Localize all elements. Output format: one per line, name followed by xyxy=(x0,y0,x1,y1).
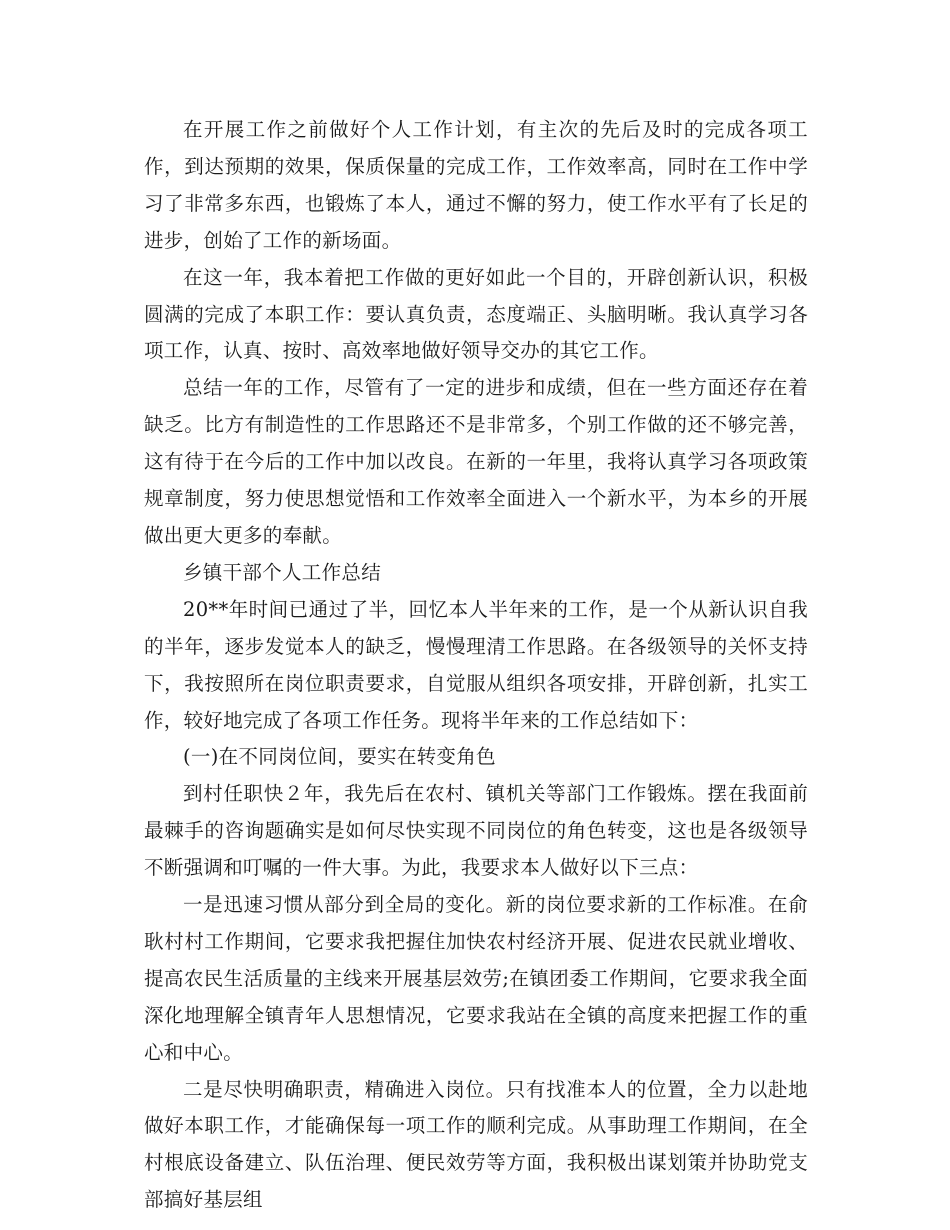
paragraph-summary-shortcomings: 总结一年的工作，尽管有了一定的进步和成绩，但在一些方面还存在着缺乏。比方有制造性的工作思路还不是非常多，个别工作做的还不够完善，这有待于在今后的工作中加以改良。在新的一年里，我将认真学习各项政策规章制度，努力使思想觉悟和工作效率全面进入一个新水平，为本乡的开展做出更大更多的奉献。 xyxy=(144,376,808,547)
document-body xyxy=(144,112,808,1219)
paragraph-point-one: 一是迅速习惯从部分到全局的变化。新的岗位要求新的工作标准。在俞耿村村工作期间，它要求我把握住加快农村经济开展、促进农民就业增收、提高农民生活质量的主线来开展基层效劳;在镇团委工作期间，它要求我全面深化地理解全镇青年人思想情况，它要求我站在全镇的高度来把握工作的重心和中心。 xyxy=(144,893,808,1064)
section-heading: 乡镇干部个人工作总结 xyxy=(183,560,382,584)
subheading-role-change: (一)在不同岗位间，要实在转变角色 xyxy=(183,745,496,769)
paragraph-this-year: 在这一年，我本着把工作做的更好如此一个目的，开辟创新认识，积极圆满的完成了本职工作：要认真负责，态度端正、头脑明晰。我认真学习各项工作，认真、按时、高效率地做好领导交办的其它工作。 xyxy=(144,265,808,363)
paragraph-point-two: 二是尽快明确职责，精确进入岗位。只有找准本人的位置，全力以赴地做好本职工作，才能确保每一项工作的顺利完成。从事助理工作期间，在全村根底设备建立、队伍治理、便民效劳等方面，我积极出谋划策并协助党支部搞好基层组 xyxy=(144,1077,808,1212)
paragraph-village-post: 到村任职快２年，我先后在农村、镇机关等部门工作锻炼。摆在我面前最棘手的咨询题确实是如何尽快实现不同岗位的角色转变，这也是各级领导不断强调和叮嘱的一件大事。为此，我要求本人做好以下三点： xyxy=(144,782,808,880)
paragraph-work-plan: 在开展工作之前做好个人工作计划，有主次的先后及时的完成各项工作，到达预期的效果，保质保量的完成工作，工作效率高，同时在工作中学习了非常多东西，也锻炼了本人，通过不懈的努力，使工作水平有了长足的进步，创始了工作的新场面。 xyxy=(144,118,808,252)
paragraph-half-year-intro: 20**年时间已通过了半，回忆本人半年来的工作，是一个从新认识自我的半年，逐步发觉本人的缺乏，慢慢理清工作思路。在各级领导的关怀支持下，我按照所在岗位职责要求，自觉服从组织各项安排，开辟创新，扎实工作，较好地完成了各项工作任务。现将半年来的工作总结如下： xyxy=(144,597,808,732)
